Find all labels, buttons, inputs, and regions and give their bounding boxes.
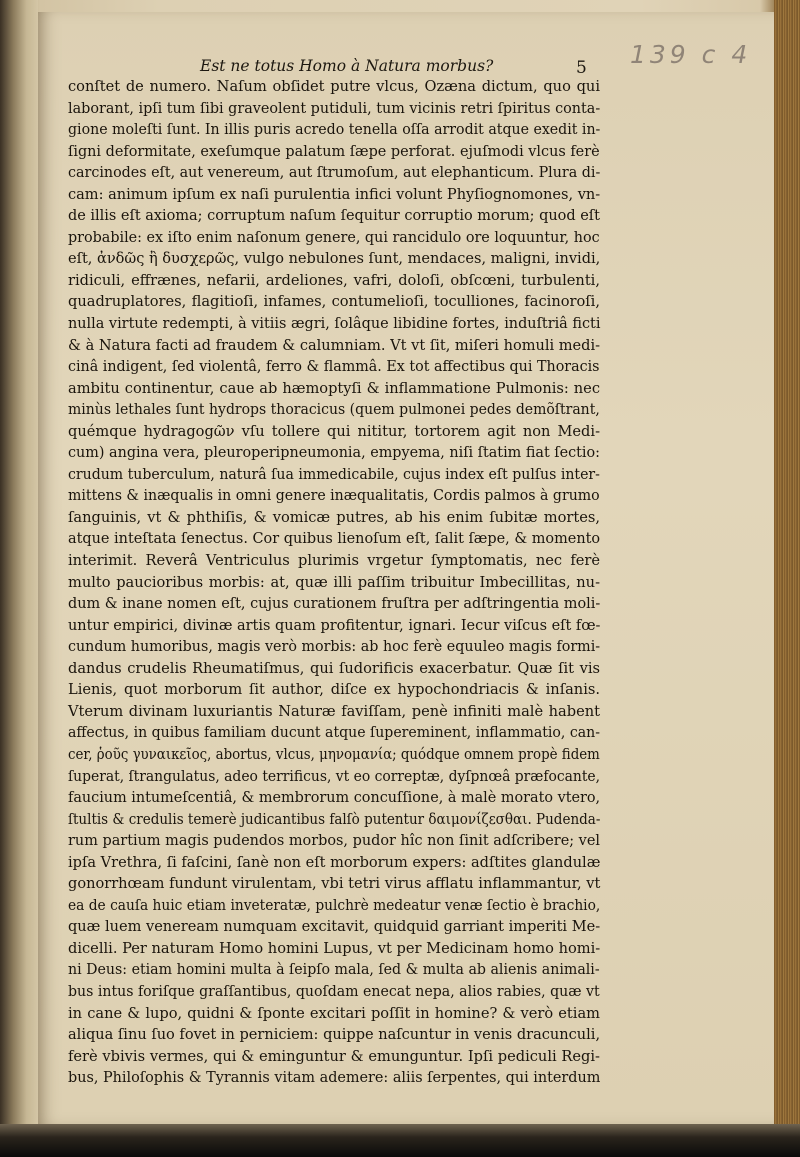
text-line: bus, Philoſophis & Tyrannis vitam ademere: aliis ſerpentes, qui interdum (68, 1069, 601, 1087)
text-line: dum & inane nomen eſt, cujus curationem fruſtra per adſtringentia moli- (68, 595, 601, 613)
text-line: ſanguinis, vt & phthiſis, & vomicæ putres, ab his enim ſubitæ mortes, (68, 508, 600, 526)
running-title: Est ne totus Homo à Natura morbus? (200, 57, 494, 75)
text-line: quæ luem veneream numquam excitavit, quidquid garriant imperiti Me- (68, 918, 601, 936)
text-line: minùs lethales ſunt hydrops thoracicus (quem pulmonei pedes demõſtrant, (68, 401, 600, 419)
text-line: interimit. Reverâ Ventriculus plurimis vrgetur ſymptomatis, nec ferè (68, 552, 600, 570)
text-line: carcinodes eſt, aut venereum, aut ſtrumoſum, aut elephanticum. Plura di- (68, 164, 601, 182)
text-line: aliqua ſinu ſuo fovet in perniciem: quippe naſcuntur in venis dracunculi, (68, 1026, 601, 1044)
text-line: rum partium magis pudendos morbos, pudor hîc non ſinit adſcribere; vel (68, 832, 600, 850)
text-line: ſigni deformitate, exeſumque palatum ſæpe perforat. ejuſmodi vlcus ferè (68, 142, 600, 160)
text-line: multo paucioribus morbis: at, quæ illi paſſim tribuitur Imbecillitas, nu- (68, 573, 600, 591)
text-line: faucium intumeſcentiâ, & membrorum concuſſione, à malè morato vtero, (68, 789, 601, 807)
body-text (68, 76, 600, 1089)
text-line: ipſa Vrethra, ſi faſcini, ſanè non eſt morborum expers: adſtites glandulæ (68, 853, 601, 871)
text-line: bus intus foriſque graſſantibus, quoſdam enecat nepa, alios rabies, quæ vt (68, 982, 600, 1000)
text-line: probabile: ex iſto enim naſonum genere, qui rancidulo ore loquuntur, hoc (68, 228, 600, 246)
text-line: gonorrhœam fundunt virulentam, vbi tetri virus afflatu inflammantur, vt (68, 875, 601, 893)
text-line: Vterum divinam luxuriantis Naturæ faviſſam, penè infiniti malè habent (68, 702, 600, 720)
text-line: dandus crudelis Rheumatiſmus, qui ſudorificis exacerbatur. Quæ ſit vis (68, 659, 600, 677)
text-line: ea de cauſa huic etiam inveteratæ, pulchrè medeatur venæ ſectio è brachio, (68, 896, 601, 914)
text-line: cer, ῥοῦς γυναικεῖος, abortus, vlcus, μηνομανία; quódque omnem propè fidem (68, 745, 600, 763)
text-line: affectus, in quibus familiam ducunt atque ſupereminent, inflammatio, can- (68, 724, 600, 742)
text-line: dicelli. Per naturam Homo homini Lupus, vt per Medicinam homo homi- (68, 939, 601, 957)
text-line: ferè vbivis vermes, qui & eminguntur & emunguntur. Ipſi pediculi Regi- (68, 1047, 600, 1065)
text-line: ſuperat, ſtrangulatus, adeo terrificus, vt eo correptæ, dyſpnœâ præfocante, (68, 767, 601, 785)
text-line: ni Deus: etiam homini multa à ſeipſo mala, ſed & multa ab alienis animali- (68, 961, 600, 979)
text-line: in cane & lupo, quidni & ſponte excitari poſſit in homine? & verò etiam (68, 1004, 600, 1022)
text-line: quadruplatores, flagitioſi, infames, contumelioſi, toculliones, facinoroſi, (68, 293, 600, 311)
text-line: & à Natura facti ad fraudem & calumniam. Vt vt ſit, miſeri homuli medi- (68, 336, 601, 354)
text-line: Lienis, quot morborum ſit author, diſce ex hypochondriacis & inſanis. (68, 681, 600, 699)
text-line: nulla virtute redempti, à vitiis ægri, ſolâque libidine fortes, induſtriâ ficti (68, 315, 601, 333)
text-line: gione moleſti ſunt. In illis puris acredo tenella oſſa arrodit atque exedit in- (68, 121, 601, 139)
text-line: de illis eſt axioma; corruptum naſum ſequitur corruptio morum; quod eſt (68, 207, 600, 225)
handwritten-shelfmark: 139 c 4 (630, 40, 752, 69)
text-line: cinâ indigent, ſed violentâ, ferro & flammâ. Ex tot affectibus qui Thoracis (68, 358, 600, 376)
page-number: 5 (576, 58, 587, 78)
text-line: atque inteſtata ſenectus. Cor quibus lienoſum eſt, ſalit ſæpe, & momento (68, 530, 601, 548)
text-line: crudum tuberculum, naturâ ſua immedicabile, cujus index eſt pulſus inter- (68, 465, 600, 483)
text-line: mittens & inæqualis in omni genere inæqualitatis, Cordis palmos à grumo (68, 487, 600, 505)
left-page-edge (0, 0, 38, 1140)
text-line: cum) angina vera, pleuroperipneumonia, empyema, niſi ſtatim fiat ſectio: (68, 444, 600, 462)
text-line: cundum humoribus, magis verò morbis: ab hoc ferè equuleo magis formi- (68, 638, 601, 656)
text-line: cam: animum ipſum ex naſi purulentia infici volunt Phyſiognomones, vn- (68, 185, 601, 203)
text-line: ridiculi, effrænes, nefarii, ardeliones, vafri, doloſi, obſcœni, turbulenti, (68, 271, 600, 289)
text-line: ſtultis & credulis temerè judicantibus falſò putentur δαιμονίζεσθαι. Pudenda- (68, 810, 601, 828)
text-line: laborant, ipſi tum ſibi graveolent putiduli, tum vicinis retri ſpiritus conta- (68, 99, 601, 117)
text-line: quémque hydragogῶν vſu tollere qui nititur, tortorem agit non Medi- (68, 422, 600, 440)
text-line: untur empirici, divinæ artis quam profitentur, ignari. Iecur viſcus eſt fœ- (68, 616, 601, 634)
text-line: conſtet de numero. Naſum obſidet putre vlcus, Ozæna dictum, quo qui (68, 78, 600, 95)
text-line: eſt, ἀνδῶς ἢ δυσχερῶς, vulgo nebulones ſunt, mendaces, maligni, invidi, (68, 250, 601, 268)
bottom-shadow (0, 1124, 800, 1157)
text-line: ambitu continentur, caue ab hæmoptyſi & inflammatione Pulmonis: nec (68, 379, 600, 397)
page-edges (774, 0, 800, 1150)
